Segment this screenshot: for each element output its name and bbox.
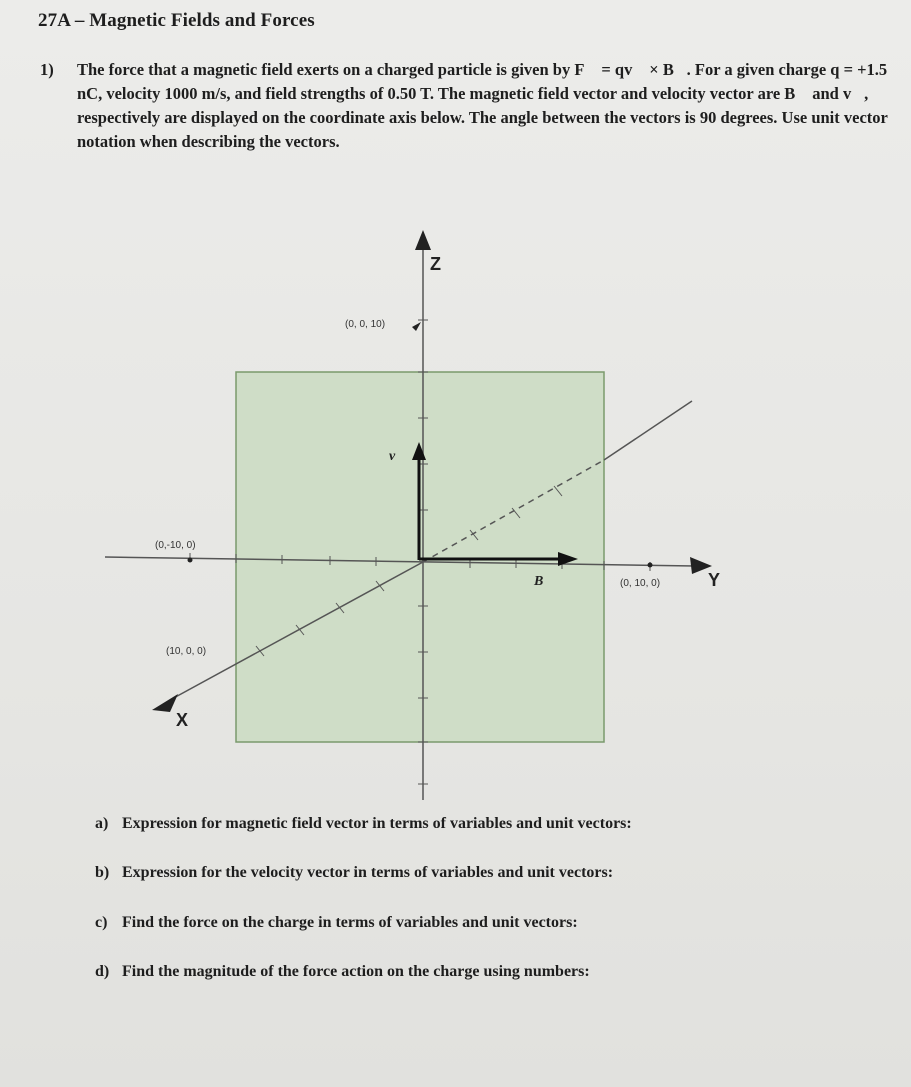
x-axis-label: X	[176, 710, 189, 730]
y-point-label: (0, 10, 0)	[620, 578, 661, 589]
part-b	[95, 864, 613, 882]
y-axis-label: Y	[708, 570, 721, 590]
neg-y-point-label: (0,-10, 0)	[155, 540, 196, 551]
part-a-text: Expression for magnetic field vector in terms of variables and unit vectors:	[122, 815, 632, 832]
part-a	[95, 815, 632, 833]
z-axis-arrowhead	[415, 230, 431, 250]
question-text: The force that a magnetic field exerts on a charged particle is given by F⃗ = qv⃗ × B⃗. For a given charge q = +1.5 nC, velocity 1000 m/s, and field strengths of 0.50 T. The magnetic field vector and velocity vector are B⃗ and v⃗, respectively are displayed on the coordinate axis below. The angle between the vectors is 90 degrees. Use unit vector notation when describing the vectors.	[77, 60, 888, 151]
neg-y-point-marker	[188, 558, 193, 563]
b-vector-label: B⃗	[534, 574, 555, 589]
z-point-label: (0, 0, 10)	[345, 319, 386, 330]
part-c-text: Find the force on the charge in terms of variables and unit vectors:	[122, 914, 578, 931]
part-d	[95, 963, 590, 981]
z-point-marker	[412, 322, 421, 331]
part-d-letter: d)	[95, 963, 110, 980]
x-point-label: (10, 0, 0)	[166, 646, 207, 657]
z-axis-label: Z	[430, 254, 441, 274]
part-a-letter: a)	[95, 815, 109, 832]
part-b-text: Expression for the velocity vector in terms of variables and unit vectors:	[122, 864, 614, 881]
part-b-letter: b)	[95, 864, 110, 881]
x-axis-arrowhead	[152, 694, 178, 712]
part-c-letter: c)	[95, 914, 108, 931]
part-c	[95, 914, 578, 932]
question-number: 1)	[40, 60, 54, 79]
v-vector-label: v⃗	[389, 449, 407, 464]
y-point-marker	[648, 563, 653, 568]
part-d-text: Find the magnitude of the force action on the charge using numbers:	[122, 963, 590, 980]
page-title: 27A – Magnetic Fields and Forces	[38, 10, 315, 31]
x-axis-back	[604, 401, 692, 460]
